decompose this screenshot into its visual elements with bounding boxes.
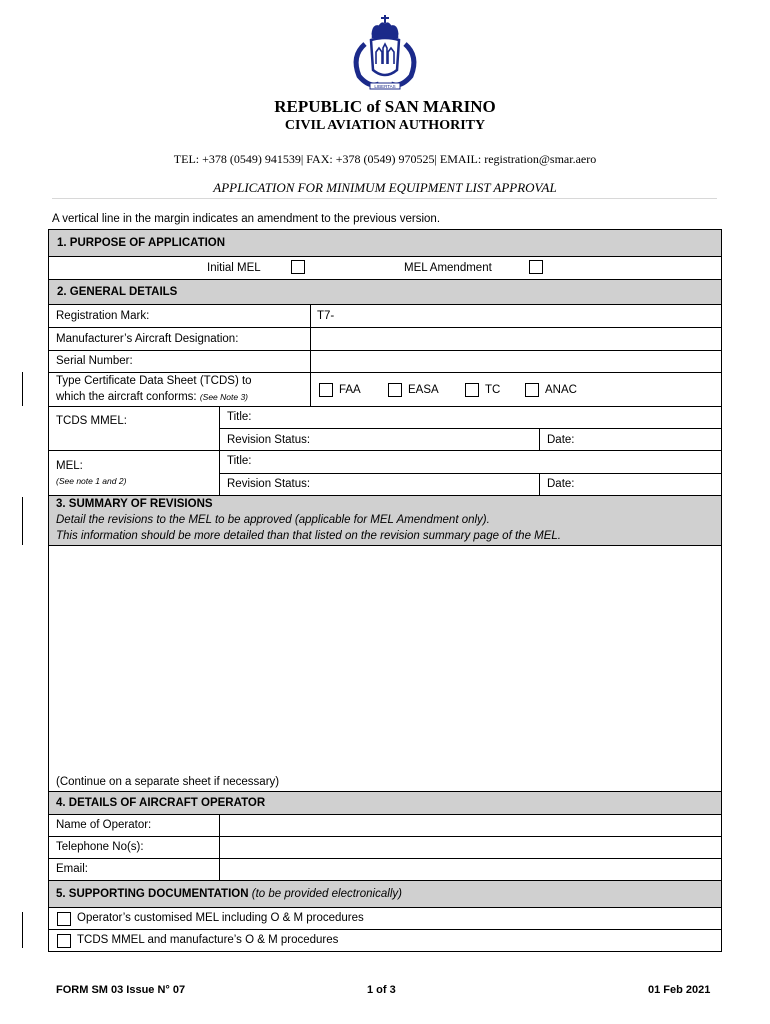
supporting-item-2 [48,929,722,952]
continue-note: (Continue on a separate sheet if necessary) [56,776,280,788]
manufacturer-field[interactable] [311,328,721,350]
amendment-bar [22,372,23,406]
form-title: APPLICATION FOR MINIMUM EQUIPMENT LIST APPROVAL [213,180,557,195]
mel-amendment-checkbox[interactable] [529,260,543,274]
section1-heading: 1. PURPOSE OF APPLICATION [57,237,226,249]
registration-field[interactable]: T7- [317,310,335,322]
faa-checkbox[interactable] [319,383,333,397]
tc-checkbox[interactable] [465,383,479,397]
supporting-item-2-checkbox[interactable] [57,934,71,948]
registration-label: Registration Mark: [56,310,150,322]
section3-header [48,495,722,546]
footer-page-number: 1 of 3 [367,984,396,996]
mel-label: MEL: [56,460,83,472]
registration-row [48,304,722,328]
section2-heading: 2. GENERAL DETAILS [57,286,178,298]
operator-name-row [48,814,722,837]
anac-label: ANAC [545,384,577,396]
supporting-item-2-label: TCDS MMEL and manufacture’s O & M procedures [77,934,339,946]
section1-header [48,229,722,257]
supporting-item-1 [48,907,722,930]
manufacturer-label: Manufacturer’s Aircraft Designation: [56,333,239,345]
faa-label: FAA [339,384,361,396]
telephone-row [48,836,722,859]
header-subtitle: CIVIL AVIATION AUTHORITY [284,118,486,133]
purpose-row [48,256,722,280]
tcds-label-line1: Type Certificate Data Sheet (TCDS) to [56,375,252,387]
crest-motto: LIBERTAS [374,84,396,89]
easa-checkbox[interactable] [388,383,402,397]
tcds-row [48,372,722,407]
section3-line2: This information should be more detailed than that listed on the revision summary page of the MEL. [56,530,561,542]
amendment-note: A vertical line in the margin indicates an amendment to the previous version. [52,213,441,225]
mel-block [48,450,722,496]
section4-heading: 4. DETAILS OF AIRCRAFT OPERATOR [56,797,266,809]
section4-header [48,791,722,815]
tcds-label-line2: which the aircraft conforms: (See Note 3) [56,391,249,403]
san-marino-crest-logo [345,14,425,94]
section5-heading: 5. SUPPORTING DOCUMENTATION [56,888,249,900]
tcds-mmel-block [48,406,722,451]
revisions-textarea[interactable] [48,545,722,792]
amendment-bar [22,497,23,545]
operator-name-field[interactable] [220,815,721,836]
email-field[interactable] [220,859,721,880]
section2-header [48,279,722,305]
section5-heading-line [56,888,402,900]
mmel-title-label: Title: [227,411,252,423]
mmel-revision-label: Revision Status: [227,434,311,446]
mel-revision-label: Revision Status: [227,478,311,490]
mel-title-label: Title: [227,455,252,467]
supporting-item-1-checkbox[interactable] [57,912,71,926]
telephone-label: Telephone No(s): [56,841,144,853]
initial-mel-label: Initial MEL [207,262,261,274]
section5-heading-note: (to be provided electronically) [251,888,402,900]
operator-name-label: Name of Operator: [56,819,152,831]
initial-mel-checkbox[interactable] [291,260,305,274]
section3-heading: 3. SUMMARY OF REVISIONS [56,498,213,510]
mmel-date-label: Date: [547,434,575,446]
easa-label: EASA [408,384,439,396]
mel-amendment-label: MEL Amendment [404,262,492,274]
section5-header [48,880,722,908]
anac-checkbox[interactable] [525,383,539,397]
amendment-bar [22,912,23,948]
footer-form-id: FORM SM 03 Issue N° 07 [56,984,186,996]
mel-note: (See note 1 and 2) [56,476,127,486]
serial-label: Serial Number: [56,355,133,367]
tcds-note: (See Note 3) [199,392,249,402]
serial-field[interactable] [311,351,721,372]
manufacturer-row [48,327,722,351]
section3-line1: Detail the revisions to the MEL to be approved (applicable for MEL Amendment only). [56,514,490,526]
mel-date-label: Date: [547,478,575,490]
serial-row [48,350,722,373]
tcds-mmel-label: TCDS MMEL: [56,415,127,427]
tc-label: TC [485,384,501,396]
email-label: Email: [56,863,88,875]
supporting-item-1-label: Operator’s customised MEL including O & M procedures [77,912,364,924]
footer-date: 01 Feb 2021 [648,984,711,996]
email-row [48,858,722,881]
contact-line: TEL: +378 (0549) 941539| FAX: +378 (0549) 970525| EMAIL: registration@smar.aero [173,152,597,166]
telephone-field[interactable] [220,837,721,858]
title-rule [52,198,717,199]
header-title: REPUBLIC of SAN MARINO [274,97,496,116]
